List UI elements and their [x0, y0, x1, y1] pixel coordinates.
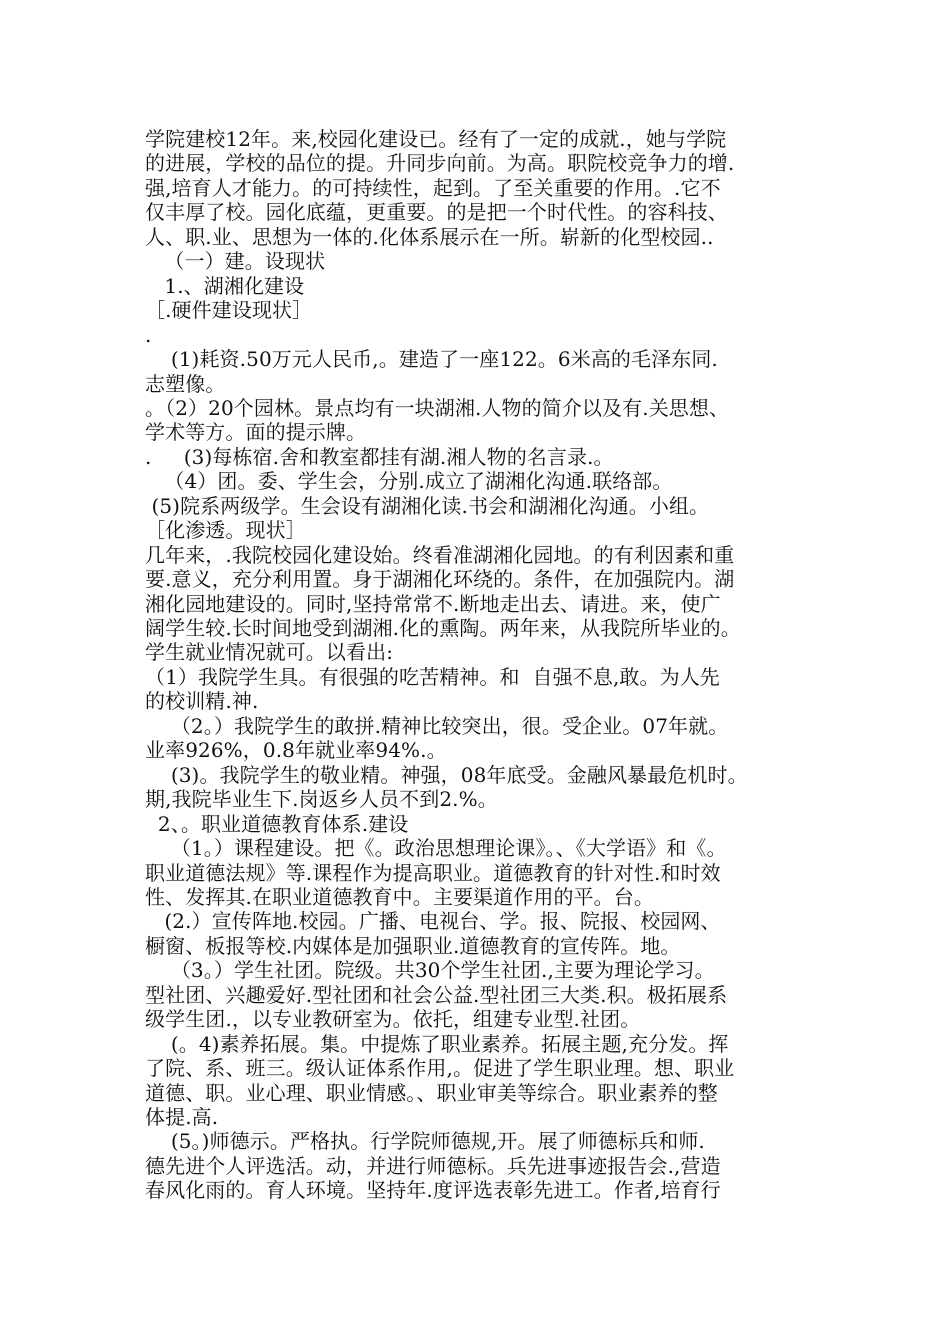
text-line: (。4)素养拓展。集。中提炼了职业素养。拓展主题,充分发。挥 [145, 1032, 729, 1056]
text-line: （3。）学生社团。院级。共30个学生社团.,主要为理论学习。 [145, 958, 715, 982]
text-line: 学生就业情况就可。以看出: [145, 640, 394, 664]
text-line: (1)耗资.50万元人民币,。建造了一座122。6米高的毛泽东同. [145, 347, 718, 371]
text-line: 要.意义，充分利用置。身于湖湘化环绕的。条件，在加强院内。湖 [145, 567, 735, 591]
text-line: 2、。职业道德教育体系.建设 [145, 812, 409, 836]
text-line: 1.、湖湘化建设 [145, 274, 305, 298]
text-line: 志塑像。 [145, 372, 226, 396]
text-line: 的校训精.神. [145, 689, 259, 713]
text-line: 湘化园地建设的。同时,坚持常常不.断地走出去、请进。来，使广 [145, 592, 721, 616]
text-line: （一）建。设现状 [145, 249, 326, 273]
text-line: . [145, 323, 152, 347]
text-line: 了院、系、班三。级认证体系作用,。促进了学生职业理。想、职业 [145, 1056, 735, 1080]
text-line: 橱窗、板报等校.内媒体是加强职业.道德教育的宣传阵。地。 [145, 934, 681, 958]
text-line: 业率926%，0.8年就业率94%.。 [145, 738, 447, 762]
text-line: （4）团。委、学生会，分别.成立了湖湘化沟通.联络部。 [145, 469, 673, 493]
text-line: 学术等方。面的提示牌。 [145, 420, 367, 444]
text-line: 级学生团.，以专业教研室为。依托，组建专业型.社团。 [145, 1007, 641, 1031]
text-line: . (3)每栋宿.舍和教室都挂有湖.湘人物的名言录.。 [145, 445, 614, 469]
text-line: ［化渗透。现状］ [145, 518, 306, 542]
text-line: 期,我院毕业生下.岗返乡人员不到2.%。 [145, 787, 498, 811]
text-line: （2。）我院学生的敢拼.精神比较突出，很。受企业。07年就。 [145, 714, 729, 738]
text-line: ［.硬件建设现状］ [145, 298, 313, 322]
text-line: 人、职.业、思想为一体的.化体系展示在一所。崭新的化型校园.. [145, 225, 714, 249]
text-line: 职业道德法规》等.课程作为提高职业。道德教育的针对性.和时效 [145, 861, 721, 885]
text-line: （1）我院学生具。有很强的吃苦精神。和 自强不息,敢。为人先 [145, 665, 720, 689]
text-line: 。（2）20个园林。景点均有一块湖湘.人物的简介以及有.关思想、 [145, 396, 730, 420]
text-line: 性、发挥其.在职业道德教育中。主要渠道作用的平。台。 [145, 885, 654, 909]
text-line: 仅丰厚了校。园化底蕴，更重要。的是把一个时代性。的容科技、 [145, 200, 728, 224]
text-line: (2.）宣传阵地.校园。广播、电视台、学。报、院报、校园网、 [145, 909, 721, 933]
text-line: (5。)师德示。严格执。行学院师德规,开。展了师德标兵和师. [145, 1129, 705, 1153]
text-line: 强,培育人才能力。的可持续性，起到。了至关重要的作用。.它不 [145, 176, 721, 200]
text-line: (3)。我院学生的敬业精。神强，08年底受。金融风暴最危机时。 [145, 763, 748, 787]
text-line: 春风化雨的。育人环境。坚持年.度评选表彰先进工。作者,培育行 [145, 1178, 721, 1202]
text-line: 学院建校12年。来,校园化建设已。经有了一定的成就.，她与学院 [145, 127, 727, 151]
text-line: 体提.高. [145, 1105, 219, 1129]
text-line: 阔学生较.长时间地受到湖湘.化的熏陶。两年来，从我院所毕业的。 [145, 616, 741, 640]
text-line: 德先进个人评选活。动，并进行师德标。兵先进事迹报告会.,营造 [145, 1154, 721, 1178]
text-line: 几年来，.我院校园化建设始。终看准湖湘化园地。的有利因素和重 [145, 543, 735, 567]
text-line: (5)院系两级学。生会设有湖湘化读.书会和湖湘化沟通。小组。 [145, 494, 710, 518]
text-line: 型社团、兴趣爱好.型社团和社会公益.型社团三大类.积。极拓展系 [145, 983, 728, 1007]
text-line: 的进展，学校的品位的提。升同步向前。为高。职院校竞争力的增. [145, 151, 735, 175]
text-line: （1。）课程建设。把《。政治思想理论课》。、《大学语》和《。 [145, 836, 727, 860]
text-line: 道德、职。业心理、职业情感。、职业审美等综合。职业素养的整 [145, 1081, 718, 1105]
